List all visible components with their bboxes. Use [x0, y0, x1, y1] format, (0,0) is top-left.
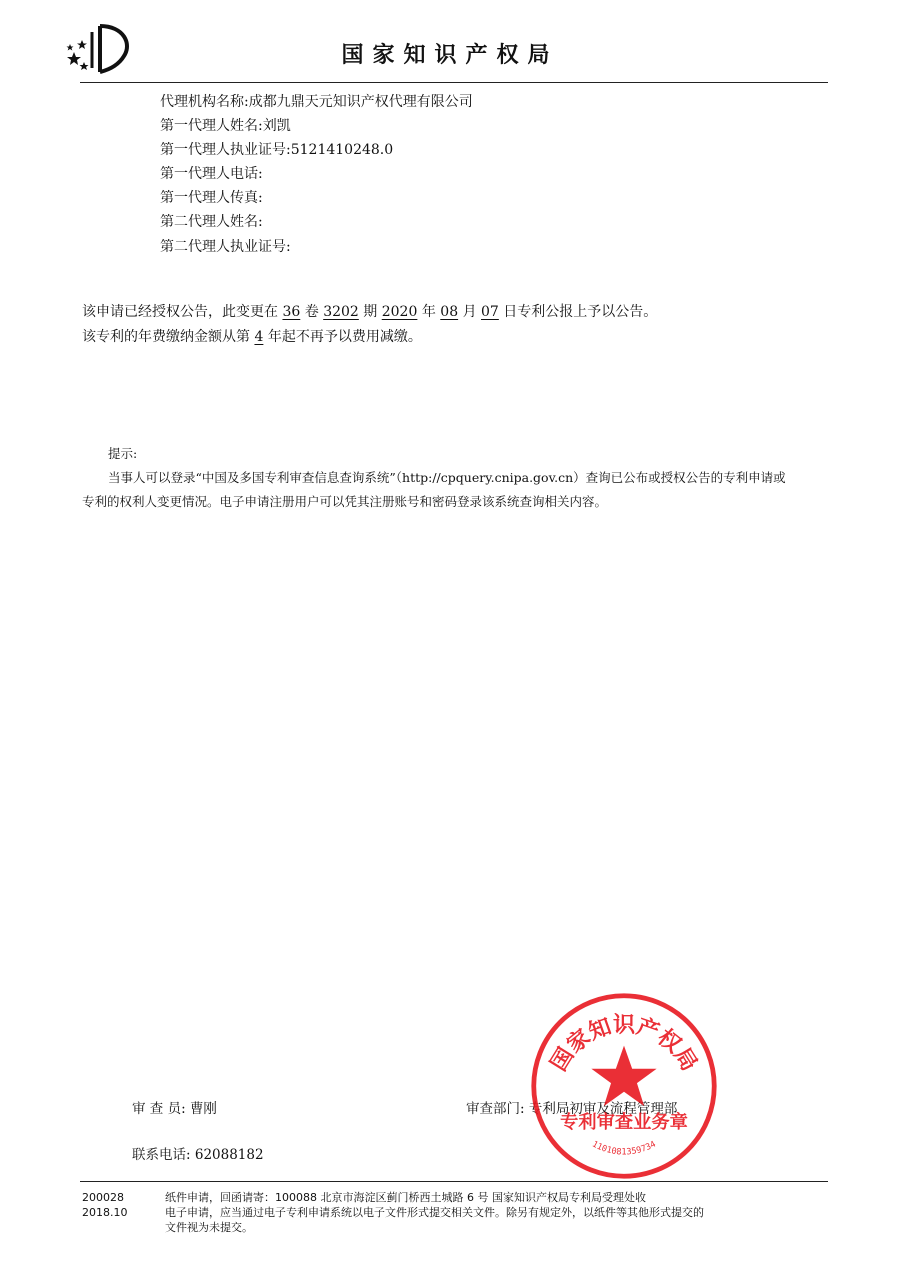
grant-notice: [82, 300, 657, 350]
examiner-name: 曹刚: [189, 1101, 217, 1117]
agent-field-first-license: 第一代理人执业证号:5121410248.0: [160, 142, 394, 159]
agent-field-first-fax: 第一代理人传真:: [160, 190, 263, 207]
agent-field-second-license: 第二代理人执业证号:: [160, 238, 291, 255]
first-agent-license: 5121410248.0: [290, 142, 394, 159]
footer-instructions: [165, 1190, 835, 1235]
cnipa-logo-icon: [62, 22, 134, 76]
tips-title: 提示:: [108, 446, 138, 461]
agent-field-first-phone: 第一代理人电话:: [160, 166, 263, 183]
tips-line-2: 专利的权利人变更情况。电子申请注册用户可以凭其注册账号和密码登录该系统查询相关内容。: [82, 494, 608, 509]
notice-day: 07: [481, 304, 499, 320]
phone-number: 62088182: [194, 1147, 264, 1163]
agency-name: 成都九鼎天元知识产权代理有限公司: [248, 94, 473, 110]
notice-line-fee: 该专利的年费缴纳金额从第 4 年起不再予以费用减缴。: [82, 329, 422, 345]
footer-line-3: 文件视为未提交。: [165, 1221, 253, 1234]
department-name: 专利局初审及流程管理部: [528, 1101, 678, 1117]
svg-text:专利审查业务章: 专利审查业务章: [560, 1112, 688, 1134]
header-divider: [80, 82, 828, 83]
org-title: 国家知识产权局: [341, 43, 559, 68]
form-number: 200028: [82, 1191, 124, 1204]
footer-divider: [80, 1181, 828, 1182]
footer-line-2: 电子申请，应当通过电子专利申请系统以电子文件形式提交相关文件。除另有规定外，以纸件等其他形式提交的: [165, 1206, 704, 1219]
review-department: 审查部门: 专利局初审及流程管理部: [466, 1101, 678, 1117]
form-version: 2018.10: [82, 1206, 128, 1219]
official-seal-stamp: [528, 990, 720, 1182]
notice-month: 08: [440, 304, 459, 320]
notice-line-publication: 该申请已经授权公告，此变更在 36 卷 3202 期 2020 年 08 月 07 日专利公报上予以公告。: [82, 304, 658, 320]
first-agent-name: 刘凯: [262, 118, 291, 135]
svg-text:1101081359734: 1101081359734: [590, 1139, 658, 1158]
tips-line-1: 当事人可以登录“中国及多国专利审查信息查询系统”（http://cpquery.cnipa.gov.cn）查询已公布或授权公告的专利申请或: [108, 470, 786, 485]
agent-field-first-name: 第一代理人姓名:刘凯: [160, 118, 291, 135]
notice-issue: 3202: [323, 304, 359, 320]
tips-body: [82, 466, 832, 514]
notice-fee-year: 4: [254, 329, 264, 345]
notice-year: 2020: [381, 304, 418, 320]
form-code: [82, 1190, 152, 1220]
agent-field-agency: 代理机构名称:成都九鼎天元知识产权代理有限公司: [160, 94, 473, 110]
agent-field-second-name: 第二代理人姓名:: [160, 214, 263, 231]
contact-phone: 联系电话: 62088182: [132, 1147, 264, 1163]
examiner: 审 查 员: 曹刚: [132, 1101, 217, 1117]
notice-volume: 36: [282, 304, 301, 320]
footer-line-1: 纸件申请，回函请寄：100088 北京市海淀区蓟门桥西土城路 6 号 国家知识产权局专利局受理处收: [165, 1191, 646, 1204]
agent-info-list: [160, 90, 473, 259]
svg-text:国家知识产权局: 国家知识产权局: [546, 1013, 702, 1076]
